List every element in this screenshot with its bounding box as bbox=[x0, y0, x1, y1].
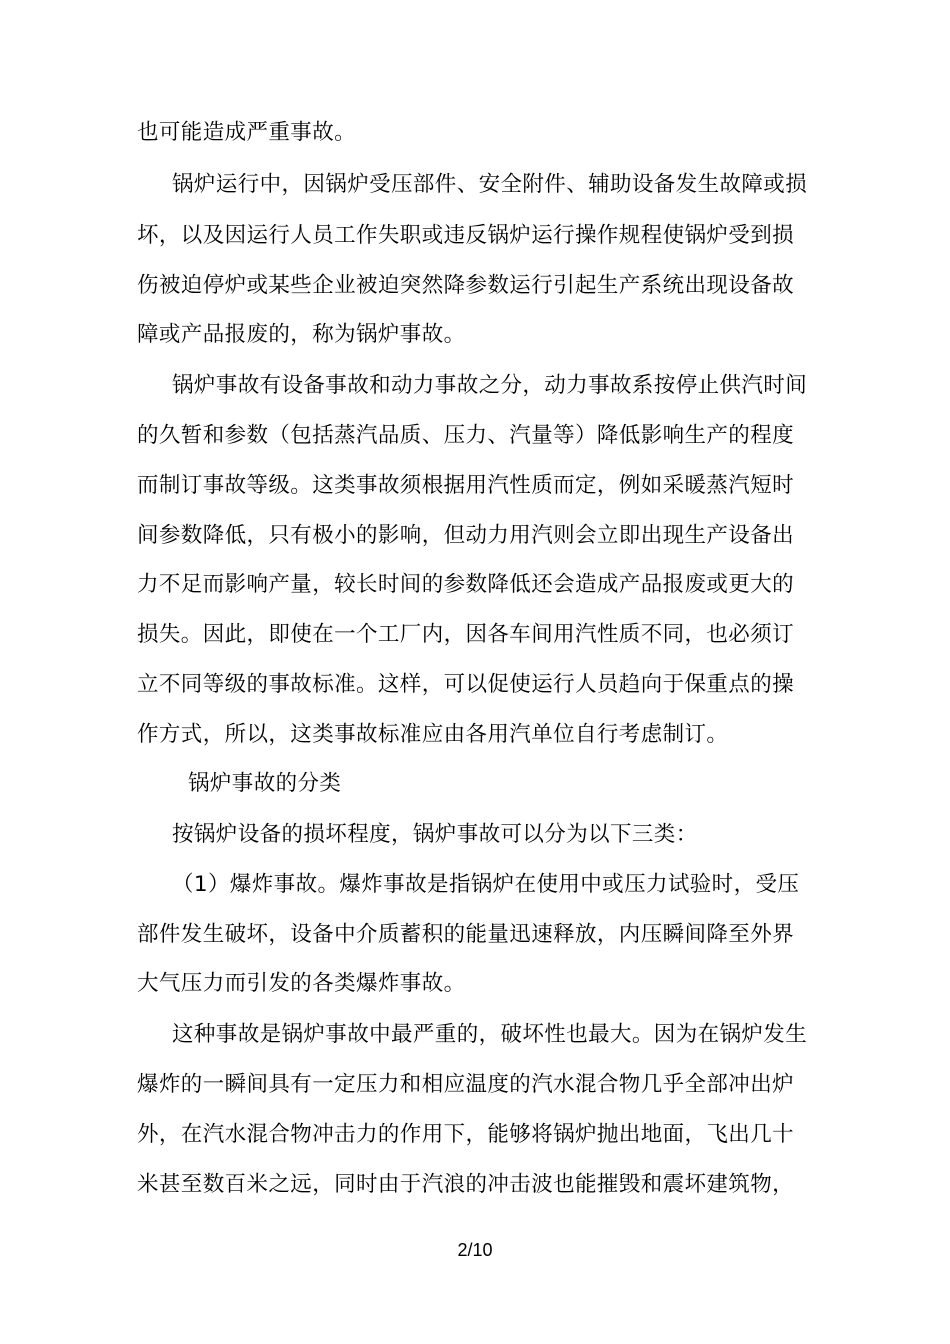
text-line: 的久暂和参数（包括蒸汽品质、压力、汽量等）降低影响生产的程度 bbox=[137, 423, 795, 448]
text-line: 也可能造成严重事故。 bbox=[137, 120, 357, 145]
text-line: 损失。因此，即使在一个工厂内，因各车间用汽性质不同，也必须订 bbox=[137, 622, 795, 647]
paragraph-first-line: 按锅炉设备的损坏程度，锅炉事故可以分为以下三类： bbox=[172, 822, 698, 847]
paragraph-first-line: 这种事故是锅炉事故中最严重的，破坏性也最大。因为在锅炉发生 bbox=[172, 1022, 808, 1047]
text-line: 外，在汽水混合物冲击力的作用下，能够将锅炉抛出地面，飞出几十 bbox=[137, 1122, 795, 1147]
paragraph-first-line: 锅炉运行中，因锅炉受压部件、安全附件、辅助设备发生故障或损 bbox=[172, 172, 808, 197]
text-line: 米甚至数百米之远，同时由于汽浪的冲击波也能摧毁和震坏建筑物， bbox=[137, 1172, 795, 1197]
text-line: 而制订事故等级。这类事故须根据用汽性质而定，例如采暖蒸汽短时 bbox=[137, 473, 795, 498]
text-line: 坏，以及因运行人员工作失职或违反锅炉运行操作规程使锅炉受到损 bbox=[137, 223, 795, 248]
text-line: 障或产品报废的，称为锅炉事故。 bbox=[137, 322, 466, 347]
text-line: 部件发生破坏，设备中介质蓄积的能量迅速释放，内压瞬间降至外界 bbox=[137, 922, 795, 947]
list-item-first-line: （1）爆炸事故。爆炸事故是指锅炉在使用中或压力试验时，受压 bbox=[172, 872, 800, 897]
text-line: 立不同等级的事故标准。这样，可以促使运行人员趋向于保重点的操 bbox=[137, 672, 795, 697]
page-number: 2/10 bbox=[457, 1240, 493, 1260]
section-heading: 锅炉事故的分类 bbox=[188, 771, 342, 796]
text-line: 作方式，所以，这类事故标准应由各用汽单位自行考虑制订。 bbox=[137, 722, 729, 747]
text-line: 力不足而影响产量，较长时间的参数降低还会造成产品报废或更大的 bbox=[137, 572, 795, 597]
text-line: 爆炸的一瞬间具有一定压力和相应温度的汽水混合物几乎全部冲出炉 bbox=[137, 1072, 795, 1097]
paragraph-first-line: 锅炉事故有设备事故和动力事故之分，动力事故系按停止供汽时间 bbox=[172, 373, 808, 398]
text-line: 大气压力而引发的各类爆炸事故。 bbox=[137, 971, 466, 996]
text-line: 间参数降低，只有极小的影响，但动力用汽则会立即出现生产设备出 bbox=[137, 523, 795, 548]
text-line: 伤被迫停炉或某些企业被迫突然降参数运行引起生产系统出现设备故 bbox=[137, 273, 795, 298]
